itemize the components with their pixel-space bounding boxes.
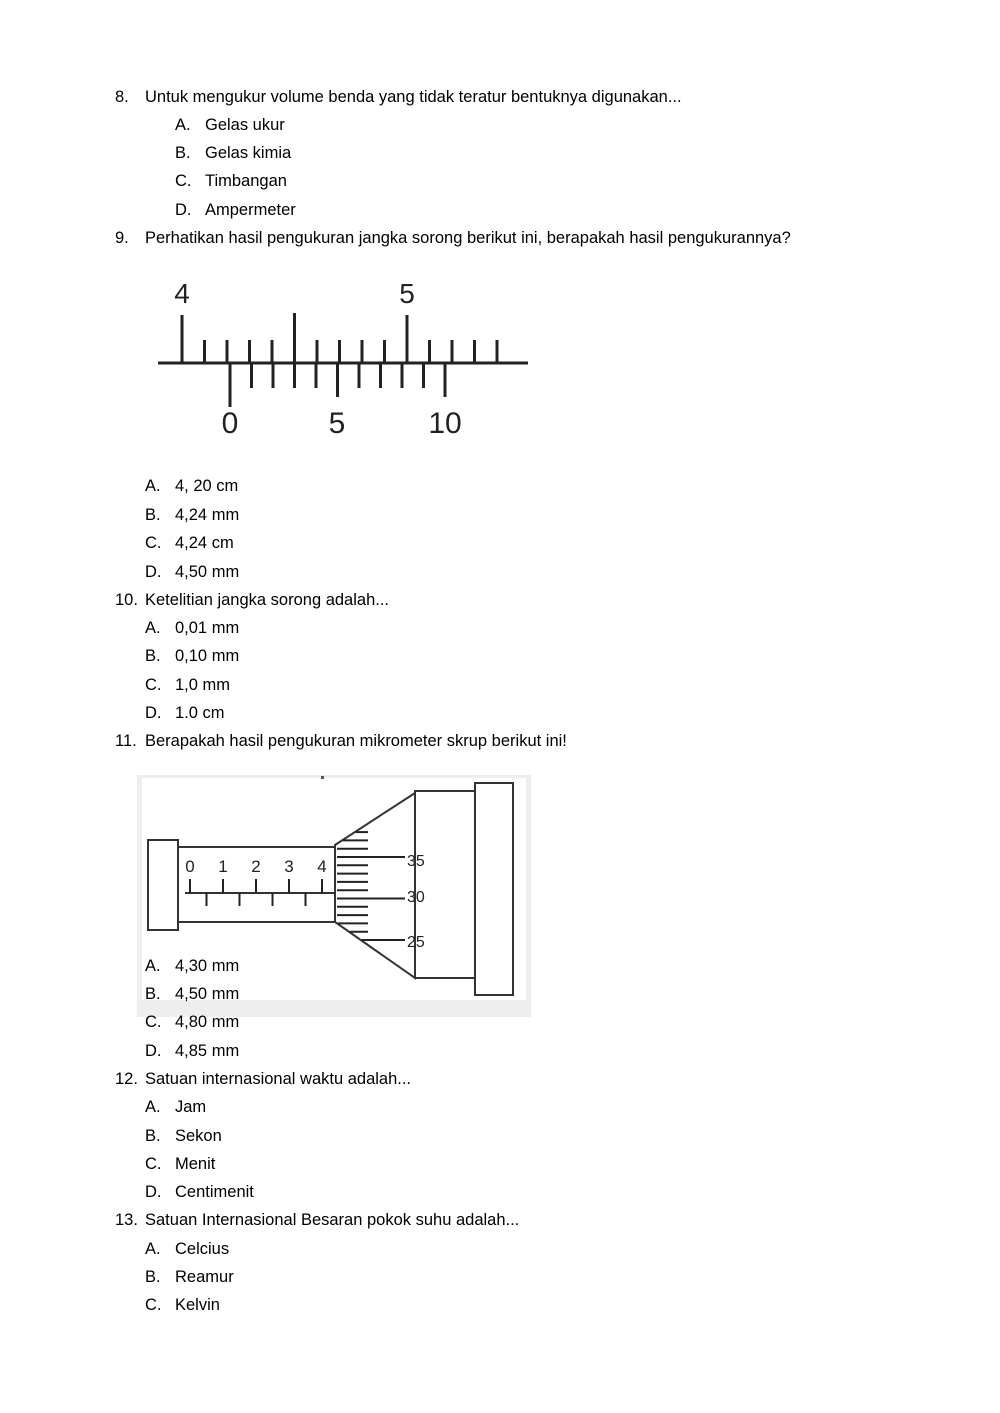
- option-text: 1,0 mm: [175, 676, 231, 694]
- option-text: Jam: [175, 1098, 207, 1116]
- thimble-label: 30: [407, 889, 425, 906]
- thimble-label: 25: [407, 934, 425, 951]
- option-letter: A.: [145, 1240, 161, 1258]
- option-d: [0, 1182, 1000, 1202]
- option-letter: C.: [145, 1296, 162, 1314]
- question-text: Satuan internasional waktu adalah...: [145, 1070, 412, 1088]
- option-text: Ampermeter: [205, 201, 296, 219]
- option-d: [0, 200, 1000, 220]
- question-number: 8.: [115, 88, 129, 106]
- micrometer-screw-diagram: [137, 775, 531, 1017]
- main-scale-label: 4: [174, 278, 190, 309]
- option-a: [0, 1239, 1000, 1259]
- sleeve-label: 4: [317, 857, 327, 876]
- option-letter: C.: [145, 1155, 162, 1173]
- option-text: 4,30 mm: [175, 957, 240, 975]
- vernier-scale: [230, 363, 445, 407]
- option-letter: D.: [145, 1183, 162, 1201]
- option-text: Timbangan: [205, 172, 287, 190]
- option-b: [0, 1126, 1000, 1146]
- option-text: Gelas kimia: [205, 144, 292, 162]
- anvil: [148, 840, 178, 930]
- option-letter: A.: [145, 477, 161, 495]
- option-text: 4,24 cm: [175, 534, 234, 552]
- option-text: 4,24 mm: [175, 506, 240, 524]
- option-text: 4,80 mm: [175, 1013, 240, 1031]
- sleeve-label: 0: [185, 857, 195, 876]
- option-b: [0, 1267, 1000, 1287]
- option-text: Sekon: [175, 1127, 222, 1145]
- option-text: Menit: [175, 1155, 216, 1173]
- option-text: 0,10 mm: [175, 647, 240, 665]
- option-text: Kelvin: [175, 1296, 220, 1314]
- question-8: [0, 87, 1000, 107]
- option-a: [0, 618, 1000, 638]
- option-a: [0, 476, 1000, 496]
- option-d: [0, 562, 1000, 582]
- question-text: Perhatikan hasil pengukuran jangka sorong berikut ini, berapakah hasil pengukurannya?: [145, 229, 791, 247]
- option-b: [0, 505, 1000, 525]
- question-13: [0, 1210, 1000, 1230]
- option-b: [0, 143, 1000, 163]
- option-c: [0, 1012, 1000, 1032]
- option-letter: C.: [175, 172, 192, 190]
- option-c: [0, 533, 1000, 553]
- question-text: Ketelitian jangka sorong adalah...: [145, 591, 390, 609]
- vernier-caliper-diagram: [150, 270, 540, 450]
- option-text: 4, 20 cm: [175, 477, 239, 495]
- option-text: Centimenit: [175, 1183, 254, 1201]
- option-text: 4,85 mm: [175, 1042, 240, 1060]
- sleeve-label: 2: [251, 857, 261, 876]
- option-a: [0, 1097, 1000, 1117]
- option-d: [0, 703, 1000, 723]
- option-d: [0, 1041, 1000, 1061]
- option-letter: A.: [145, 1098, 161, 1116]
- option-a: [0, 956, 1000, 976]
- option-letter: D.: [145, 563, 162, 581]
- question-number: 12.: [115, 1070, 138, 1088]
- question-text: Untuk mengukur volume benda yang tidak teratur bentuknya digunakan...: [145, 88, 682, 106]
- option-text: 1.0 cm: [175, 704, 225, 722]
- option-letter: D.: [145, 1042, 162, 1060]
- option-letter: D.: [175, 201, 192, 219]
- thimble-label: 35: [407, 853, 425, 870]
- question-number: 9.: [115, 229, 129, 247]
- question-text: Berapakah hasil pengukuran mikrometer skrup berikut ini!: [145, 732, 567, 750]
- question-12: [0, 1069, 1000, 1089]
- option-c: [0, 675, 1000, 695]
- option-b: [0, 646, 1000, 666]
- sleeve-label: 3: [284, 857, 294, 876]
- option-letter: B.: [145, 1127, 161, 1145]
- option-text: 4,50 mm: [175, 985, 240, 1003]
- option-text: 4,50 mm: [175, 563, 240, 581]
- option-c: [0, 1154, 1000, 1174]
- option-letter: A.: [145, 957, 161, 975]
- question-text: Satuan Internasional Besaran pokok suhu adalah...: [145, 1211, 520, 1229]
- sleeve-label: 1: [218, 857, 228, 876]
- option-letter: B.: [145, 506, 161, 524]
- question-9: [0, 228, 1000, 248]
- option-letter: A.: [145, 619, 161, 637]
- option-letter: C.: [145, 534, 162, 552]
- vernier-scale-label: 10: [428, 407, 462, 440]
- vernier-scale-label: 5: [328, 407, 346, 440]
- option-text: Gelas ukur: [205, 116, 285, 134]
- option-letter: A.: [175, 116, 191, 134]
- option-letter: D.: [145, 704, 162, 722]
- option-letter: B.: [145, 1268, 161, 1286]
- option-letter: C.: [145, 1013, 162, 1031]
- question-number: 10.: [115, 591, 138, 609]
- question-number: 13.: [115, 1211, 138, 1229]
- option-letter: B.: [145, 985, 161, 1003]
- option-text: Celcius: [175, 1240, 230, 1258]
- option-c: [0, 1295, 1000, 1315]
- option-text: 0,01 mm: [175, 619, 240, 637]
- question-11: [0, 731, 1000, 751]
- option-b: [0, 984, 1000, 1004]
- main-scale: [182, 313, 497, 363]
- question-10: [0, 590, 1000, 610]
- option-c: [0, 171, 1000, 191]
- option-a: [0, 115, 1000, 135]
- question-number: 11.: [115, 732, 137, 750]
- vernier-scale-label: 0: [221, 407, 239, 440]
- main-scale-label: 5: [399, 278, 415, 309]
- option-letter: B.: [175, 144, 191, 162]
- figure-mark: [321, 776, 324, 779]
- option-letter: C.: [145, 676, 162, 694]
- option-text: Reamur: [175, 1268, 234, 1286]
- option-letter: B.: [145, 647, 161, 665]
